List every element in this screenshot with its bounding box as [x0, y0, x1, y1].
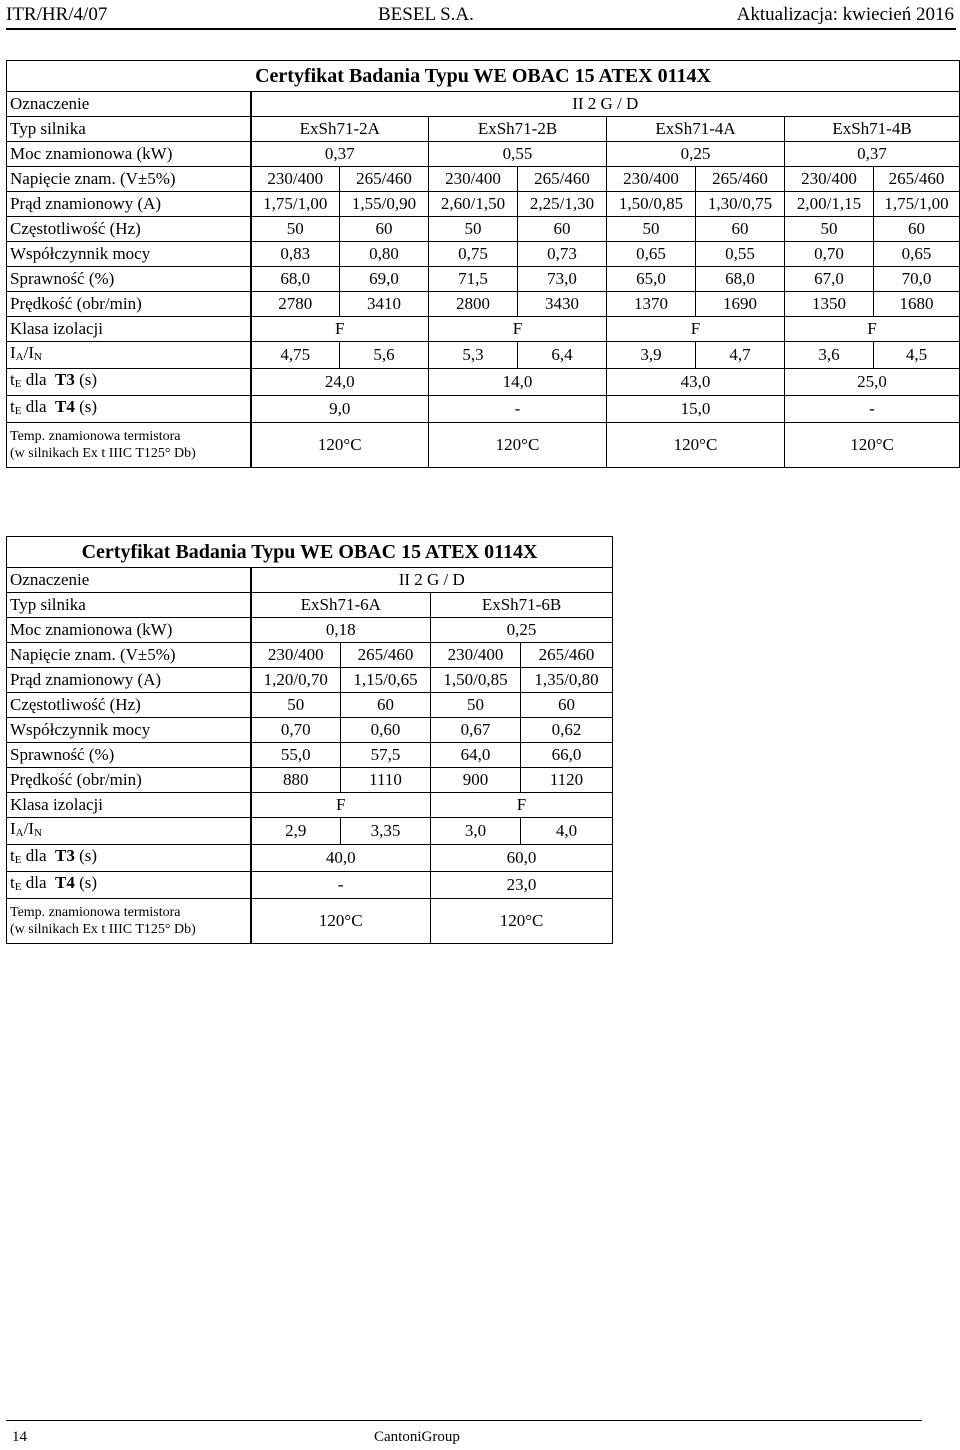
- row-label-typ: Typ silnika: [7, 593, 251, 618]
- table-cell: 0,55: [429, 142, 607, 167]
- table-cell: ExSh71-2B: [429, 117, 607, 142]
- table-cell: 0,55: [696, 242, 785, 267]
- table-cell: ExSh71-4B: [785, 117, 960, 142]
- table-cell: 0,37: [785, 142, 960, 167]
- table-cell: 0,83: [251, 242, 340, 267]
- table-cell: 43,0: [607, 369, 785, 396]
- table-cell: 265/460: [696, 167, 785, 192]
- table-cell: 265/460: [521, 643, 613, 668]
- row-label-te-t3: tE dla T3 (s): [7, 845, 251, 872]
- row-label-oznaczenie: Oznaczenie: [7, 92, 251, 117]
- table-cell: 120°C: [607, 423, 785, 468]
- table-cell: 60,0: [431, 845, 613, 872]
- table-cell: 60: [340, 217, 429, 242]
- table-row: [7, 396, 960, 423]
- table-cell: 1110: [341, 768, 431, 793]
- page-number: 14: [12, 1429, 27, 1445]
- table-row: [7, 668, 613, 693]
- table-cell: 50: [251, 217, 340, 242]
- table-cell: 2,25/1,30: [518, 192, 607, 217]
- table-row: [7, 793, 613, 818]
- table-cell: 0,65: [607, 242, 696, 267]
- row-label-te-t4: tE dla T4 (s): [7, 396, 251, 423]
- table-cell: 120°C: [429, 423, 607, 468]
- table-cell: 5,3: [429, 342, 518, 369]
- table-cell: 0,18: [251, 618, 431, 643]
- table-cell: 2,60/1,50: [429, 192, 518, 217]
- table-cell: 265/460: [874, 167, 960, 192]
- table-cell: 23,0: [431, 872, 613, 899]
- table-cell: 64,0: [431, 743, 521, 768]
- table-cell: 0,75: [429, 242, 518, 267]
- row-label-temp: Temp. znamionowa termistora (w silnikach Ex t IIIC T125° Db): [7, 899, 251, 944]
- table-row: [7, 342, 960, 369]
- row-label-typ: Typ silnika: [7, 117, 251, 142]
- row-label-napiecie: Napięcie znam. (V±5%): [7, 167, 251, 192]
- row-label-spraw: Sprawność (%): [7, 743, 251, 768]
- table-row: [7, 899, 613, 944]
- update-date: Aktualizacja: kwiecień 2016: [736, 4, 954, 25]
- table-cell: 265/460: [341, 643, 431, 668]
- table-cell: 70,0: [874, 267, 960, 292]
- table-cell: 50: [607, 217, 696, 242]
- table-row: [7, 693, 613, 718]
- table-cell: 66,0: [521, 743, 613, 768]
- table-cell: F: [607, 317, 785, 342]
- table-cell: 2,9: [251, 818, 341, 845]
- footer-divider: [6, 1420, 922, 1421]
- table-cell: 0,67: [431, 718, 521, 743]
- table-row: [7, 242, 960, 267]
- header-divider: [6, 28, 956, 30]
- table-cell: 73,0: [518, 267, 607, 292]
- table-row: [7, 192, 960, 217]
- table-cell: 900: [431, 768, 521, 793]
- oznaczenie-value: II 2 G / D: [251, 568, 613, 593]
- table-cell: 25,0: [785, 369, 960, 396]
- row-label-moc: Moc znamionowa (kW): [7, 618, 251, 643]
- table-cell: 55,0: [251, 743, 341, 768]
- table-cell: F: [251, 793, 431, 818]
- spec-table-1: [6, 60, 960, 468]
- table-cell: -: [251, 872, 431, 899]
- table-cell: 1690: [696, 292, 785, 317]
- row-label-prad: Prąd znamionowy (A): [7, 192, 251, 217]
- table-cell: 0,62: [521, 718, 613, 743]
- table-cell: 60: [521, 693, 613, 718]
- table-cell: 71,5: [429, 267, 518, 292]
- table-cell: 50: [429, 217, 518, 242]
- table-cell: 1120: [521, 768, 613, 793]
- table-cell: 4,7: [696, 342, 785, 369]
- row-label-ia-in: IA/IN: [7, 818, 251, 845]
- table-cell: 0,25: [607, 142, 785, 167]
- company-name: BESEL S.A.: [378, 4, 474, 25]
- row-label-moc: Moc znamionowa (kW): [7, 142, 251, 167]
- table-cell: 6,4: [518, 342, 607, 369]
- table-cell: ExSh71-2A: [251, 117, 429, 142]
- table-cell: 230/400: [251, 643, 341, 668]
- row-label-spraw: Sprawność (%): [7, 267, 251, 292]
- table-cell: ExSh71-4A: [607, 117, 785, 142]
- table-row: [7, 423, 960, 468]
- table-cell: 3430: [518, 292, 607, 317]
- table-row: [7, 643, 613, 668]
- table-cell: 120°C: [431, 899, 613, 944]
- table-cell: 14,0: [429, 369, 607, 396]
- table-cell: F: [251, 317, 429, 342]
- table-cell: 15,0: [607, 396, 785, 423]
- row-label-klasa: Klasa izolacji: [7, 317, 251, 342]
- table-cell: ExSh71-6A: [251, 593, 431, 618]
- table-cell: 0,80: [340, 242, 429, 267]
- table-cell: 9,0: [251, 396, 429, 423]
- table-cell: 50: [431, 693, 521, 718]
- table-cell: 24,0: [251, 369, 429, 396]
- table-row: [7, 568, 613, 593]
- table-row: [7, 142, 960, 167]
- table-cell: F: [785, 317, 960, 342]
- table-cell: ExSh71-6B: [431, 593, 613, 618]
- row-label-oznaczenie: Oznaczenie: [7, 568, 251, 593]
- table-cell: 0,65: [874, 242, 960, 267]
- row-label-napiecie: Napięcie znam. (V±5%): [7, 643, 251, 668]
- table-cell: 1370: [607, 292, 696, 317]
- row-label-czest: Częstotliwość (Hz): [7, 693, 251, 718]
- table-row: [7, 167, 960, 192]
- row-label-ia-in: IA/IN: [7, 342, 251, 369]
- row-label-te-t4: tE dla T4 (s): [7, 872, 251, 899]
- oznaczenie-value: II 2 G / D: [251, 92, 960, 117]
- table-cell: 0,37: [251, 142, 429, 167]
- row-label-predk: Prędkość (obr/min): [7, 292, 251, 317]
- table-cell: 1,50/0,85: [607, 192, 696, 217]
- table-cell: 4,75: [251, 342, 340, 369]
- table-cell: 265/460: [518, 167, 607, 192]
- table-cell: 1,35/0,80: [521, 668, 613, 693]
- table-row: [7, 292, 960, 317]
- table-cell: 60: [696, 217, 785, 242]
- table-cell: 60: [518, 217, 607, 242]
- table-row: [7, 92, 960, 117]
- table-cell: 1,50/0,85: [431, 668, 521, 693]
- table-cell: 0,70: [785, 242, 874, 267]
- table-cell: 2780: [251, 292, 340, 317]
- table-cell: 1,55/0,90: [340, 192, 429, 217]
- row-label-te-t3: tE dla T3 (s): [7, 369, 251, 396]
- table-cell: 880: [251, 768, 341, 793]
- table-cell: 4,0: [521, 818, 613, 845]
- spec-table-2: [6, 536, 613, 944]
- table-cell: 40,0: [251, 845, 431, 872]
- table-cell: 1,15/0,65: [341, 668, 431, 693]
- table-cell: 2800: [429, 292, 518, 317]
- table-cell: 1680: [874, 292, 960, 317]
- table-cell: 60: [874, 217, 960, 242]
- table-row: [7, 818, 613, 845]
- table-cell: 230/400: [251, 167, 340, 192]
- table-cell: 50: [251, 693, 341, 718]
- table-row: [7, 768, 613, 793]
- table-cell: 3,0: [431, 818, 521, 845]
- row-label-predk: Prędkość (obr/min): [7, 768, 251, 793]
- table-cell: 120°C: [785, 423, 960, 468]
- table-row: [7, 267, 960, 292]
- table-cell: F: [429, 317, 607, 342]
- table-cell: 230/400: [785, 167, 874, 192]
- table-cell: -: [429, 396, 607, 423]
- table-cell: 67,0: [785, 267, 874, 292]
- row-label-temp: Temp. znamionowa termistora (w silnikach Ex t IIIC T125° Db): [7, 423, 251, 468]
- table-cell: 0,25: [431, 618, 613, 643]
- table-cell: 65,0: [607, 267, 696, 292]
- table-cell: 1,20/0,70: [251, 668, 341, 693]
- row-label-prad: Prąd znamionowy (A): [7, 668, 251, 693]
- table-row: [7, 593, 613, 618]
- table-cell: 0,73: [518, 242, 607, 267]
- table-cell: 1,30/0,75: [696, 192, 785, 217]
- table-cell: F: [431, 793, 613, 818]
- table-cell: 57,5: [341, 743, 431, 768]
- table-row: [7, 217, 960, 242]
- table-cell: 3,9: [607, 342, 696, 369]
- table-row: [7, 117, 960, 142]
- table-row: [7, 369, 960, 396]
- table-cell: 120°C: [251, 899, 431, 944]
- table-cell: 230/400: [607, 167, 696, 192]
- row-label-wspol: Współczynnik mocy: [7, 718, 251, 743]
- row-label-wspol: Współczynnik mocy: [7, 242, 251, 267]
- row-label-klasa: Klasa izolacji: [7, 793, 251, 818]
- table-cell: 0,70: [251, 718, 341, 743]
- table-cell: 60: [341, 693, 431, 718]
- table-row: [7, 872, 613, 899]
- table-cell: 1,75/1,00: [874, 192, 960, 217]
- table-row: [7, 317, 960, 342]
- table-cell: 3,6: [785, 342, 874, 369]
- table-cell: 5,6: [340, 342, 429, 369]
- table-row: [7, 743, 613, 768]
- table-row: [7, 618, 613, 643]
- table-cell: 50: [785, 217, 874, 242]
- table-title: Certyfikat Badania Typu WE OBAC 15 ATEX 0114X: [7, 537, 613, 568]
- table-cell: 0,60: [341, 718, 431, 743]
- table-cell: 68,0: [696, 267, 785, 292]
- table-cell: 265/460: [340, 167, 429, 192]
- table-cell: 69,0: [340, 267, 429, 292]
- page-header: [6, 4, 954, 26]
- table-cell: 68,0: [251, 267, 340, 292]
- table-cell: 230/400: [431, 643, 521, 668]
- table-cell: -: [785, 396, 960, 423]
- row-label-czest: Częstotliwość (Hz): [7, 217, 251, 242]
- table-cell: 3410: [340, 292, 429, 317]
- table-title: Certyfikat Badania Typu WE OBAC 15 ATEX 0114X: [7, 61, 960, 92]
- table-cell: 230/400: [429, 167, 518, 192]
- table-row: [7, 718, 613, 743]
- table-row: [7, 845, 613, 872]
- table-cell: 2,00/1,15: [785, 192, 874, 217]
- table-cell: 4,5: [874, 342, 960, 369]
- doc-code: ITR/HR/4/07: [6, 4, 108, 25]
- table-cell: 120°C: [251, 423, 429, 468]
- table-cell: 1,75/1,00: [251, 192, 340, 217]
- table-cell: 1350: [785, 292, 874, 317]
- footer-company: CantoniGroup: [374, 1429, 460, 1445]
- table-cell: 3,35: [341, 818, 431, 845]
